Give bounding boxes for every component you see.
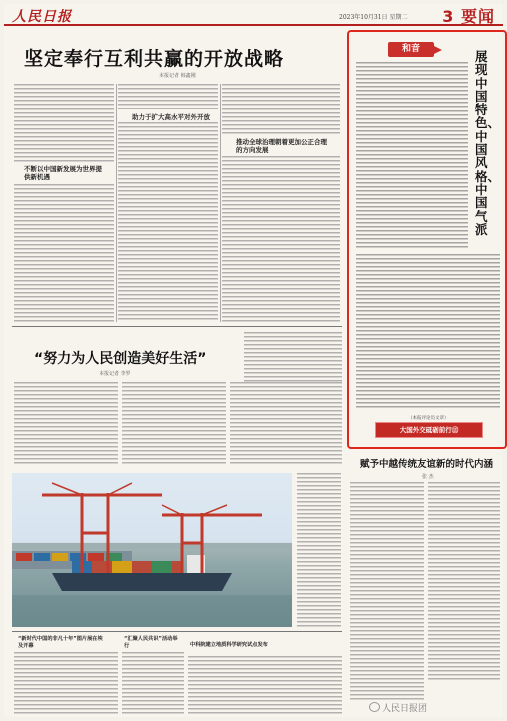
second-text-col3 xyxy=(230,382,342,464)
lead-subhead-1: 不断以中国新发展为世界提供新机遇 xyxy=(24,165,102,181)
wechat-icon xyxy=(369,702,380,712)
masthead xyxy=(4,4,503,26)
port-photo xyxy=(12,473,292,627)
series-banner[interactable]: 大国外交砥砺前行⑪ xyxy=(375,422,483,438)
second-headline: “努力为人民创造美好生活” xyxy=(34,351,207,367)
section-rule xyxy=(12,326,342,327)
lead-headline: 坚定奉行互利共赢的开放战略 xyxy=(24,48,285,70)
masthead-logo: 人民日报 xyxy=(12,9,72,25)
lead-text-col3-b xyxy=(222,156,340,322)
lead-byline: 本报记者 韩鑫刚 xyxy=(159,73,196,79)
bottom-text-2 xyxy=(122,652,184,714)
commentary-note: （本报评论员文章） xyxy=(408,416,449,421)
lead-text-col1-a xyxy=(14,84,114,162)
watermark: 人民日报团 xyxy=(382,704,428,714)
section-rule xyxy=(12,631,342,632)
commentary-text-a xyxy=(356,62,468,250)
second-text-col2 xyxy=(122,382,226,464)
port-cranes-image xyxy=(12,473,292,627)
lead-text-col2-a xyxy=(118,84,218,109)
masthead-date: 2023年10月31日 星期二 xyxy=(339,14,408,21)
section-label: 3 要闻 xyxy=(442,7,495,26)
lead-subhead-3: 推动全球治理朝着更加公正合理的方向发展 xyxy=(236,138,327,154)
right-lower-headline: 赋予中越传统友谊新的时代内涵 xyxy=(360,459,494,470)
bottom-headline-2: “汇聚人民共识”活动举行 xyxy=(124,636,178,649)
commentary-title: 展现中国特色、中国风格、中国气派 xyxy=(475,49,501,237)
bottom-headline-3: 中科院建立地质科学研究试点发布 xyxy=(190,642,268,648)
newspaper-page xyxy=(4,4,503,717)
bottom-headline-1: “新时代中国的非凡十年”图片展在埃及开幕 xyxy=(18,636,103,649)
right-lower-byline: 张 杰 xyxy=(422,474,434,480)
commentary-tag: 和音 xyxy=(388,42,434,57)
lead-text-col1-b xyxy=(14,184,114,322)
second-text-col1 xyxy=(14,382,118,464)
second-byline: 本报记者 李罗 xyxy=(99,371,131,377)
lead-text-col2-b xyxy=(118,122,218,322)
column-rule xyxy=(220,84,221,322)
right-lower-text-col1 xyxy=(350,482,424,700)
bottom-text-3 xyxy=(188,656,342,714)
commentary-text-b xyxy=(356,254,500,410)
bottom-text-1 xyxy=(14,652,118,714)
lead-subhead-2: 助力于扩大高水平对外开放 xyxy=(132,113,210,121)
photo-caption xyxy=(297,473,341,627)
column-rule xyxy=(116,84,117,322)
right-lower-text-col2 xyxy=(428,482,500,682)
lead-text-col3-a xyxy=(222,84,340,134)
second-text-top xyxy=(244,332,342,382)
